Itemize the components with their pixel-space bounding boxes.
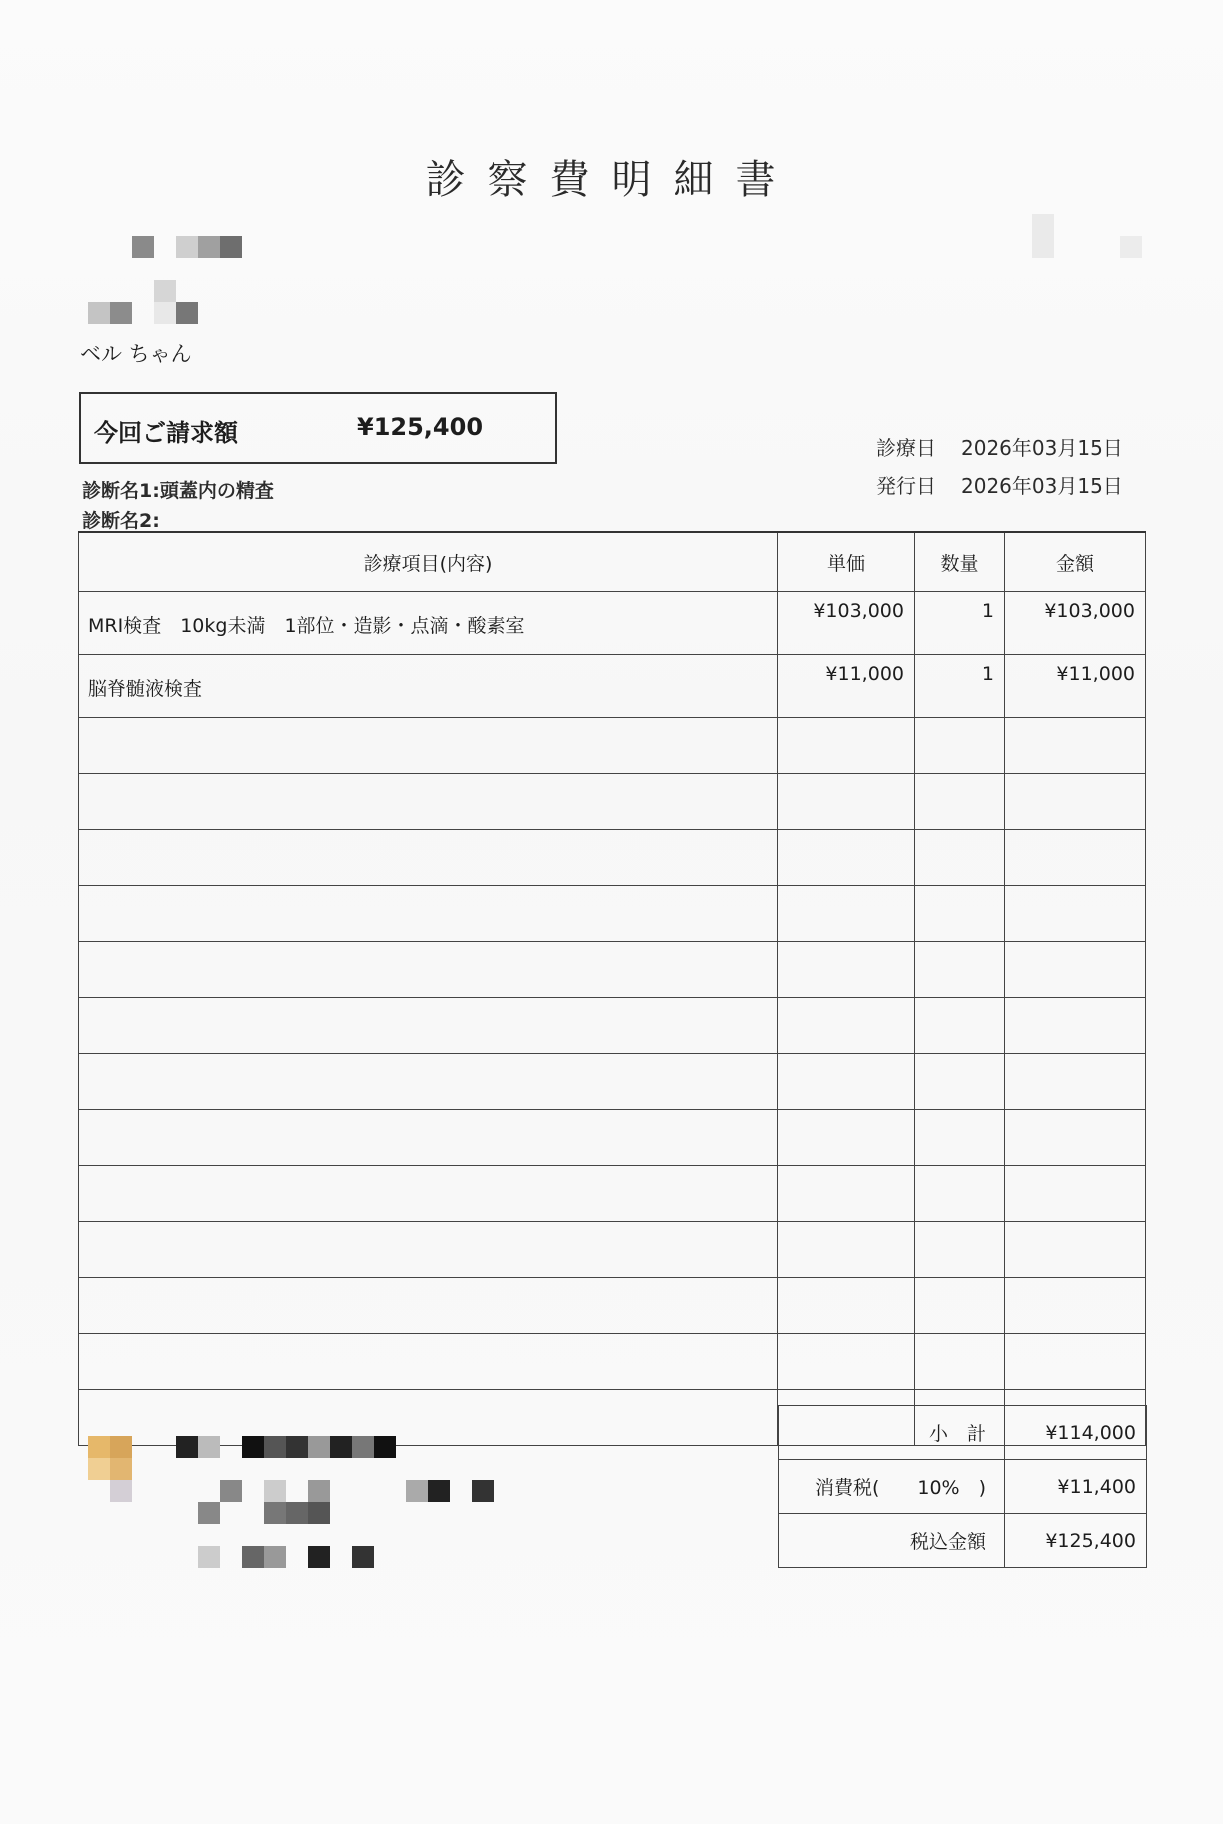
empty-row (79, 1110, 1146, 1166)
table-row (79, 592, 1146, 655)
summary-table (778, 1405, 1147, 1568)
empty-row (79, 1166, 1146, 1222)
billing-amount: ¥125,400 (357, 413, 484, 441)
treatment-date-label: 診療日 (876, 436, 936, 460)
tax-row (779, 1460, 1147, 1514)
row-amount: ¥11,000 (1005, 655, 1146, 718)
billing-box (79, 392, 557, 464)
header-item: 診療項目(内容) (79, 532, 778, 592)
subtotal-row (779, 1406, 1147, 1460)
empty-row (79, 1222, 1146, 1278)
row-amount: ¥103,000 (1005, 592, 1146, 655)
empty-row (79, 718, 1146, 774)
row-item: MRI検査 10kg未満 1部位・造影・点滴・酸素室 (79, 592, 778, 655)
table-header-row (79, 532, 1146, 592)
billing-label: 今回ご請求額 (94, 419, 238, 447)
row-qty: 1 (915, 592, 1005, 655)
empty-row (79, 774, 1146, 830)
empty-row (79, 998, 1146, 1054)
issue-date-label: 発行日 (876, 474, 936, 498)
issue-date-value: 2026年03月15日 (961, 474, 1123, 498)
empty-row (79, 1054, 1146, 1110)
row-item: 脳脊髄液検査 (79, 655, 778, 718)
diagnosis-2: 診断名2: (82, 510, 160, 532)
document-title: 診察費明細書 (425, 157, 798, 203)
total-value: ¥125,400 (1005, 1514, 1147, 1568)
empty-row (79, 1278, 1146, 1334)
header-unit-price: 単価 (778, 532, 915, 592)
empty-row (79, 1334, 1146, 1390)
empty-row (79, 886, 1146, 942)
table-row (79, 655, 1146, 718)
total-row (779, 1514, 1147, 1568)
total-label: 税込金額 (779, 1514, 1005, 1568)
tax-value: ¥11,400 (1005, 1460, 1147, 1514)
patient-name: ベル ちゃん (80, 342, 192, 366)
header-amount: 金額 (1005, 532, 1146, 592)
treatment-date-value: 2026年03月15日 (961, 436, 1123, 460)
tax-label: 消費税( 10% ) (779, 1460, 1005, 1514)
empty-row (79, 830, 1146, 886)
empty-row (79, 942, 1146, 998)
diagnosis-1: 診断名1:頭蓋内の精査 (82, 480, 274, 502)
row-unit-price: ¥11,000 (778, 655, 915, 718)
row-qty: 1 (915, 655, 1005, 718)
items-table (78, 531, 1146, 1446)
subtotal-value: ¥114,000 (1005, 1406, 1147, 1460)
row-unit-price: ¥103,000 (778, 592, 915, 655)
header-qty: 数量 (915, 532, 1005, 592)
subtotal-label: 小 計 (779, 1406, 1005, 1460)
